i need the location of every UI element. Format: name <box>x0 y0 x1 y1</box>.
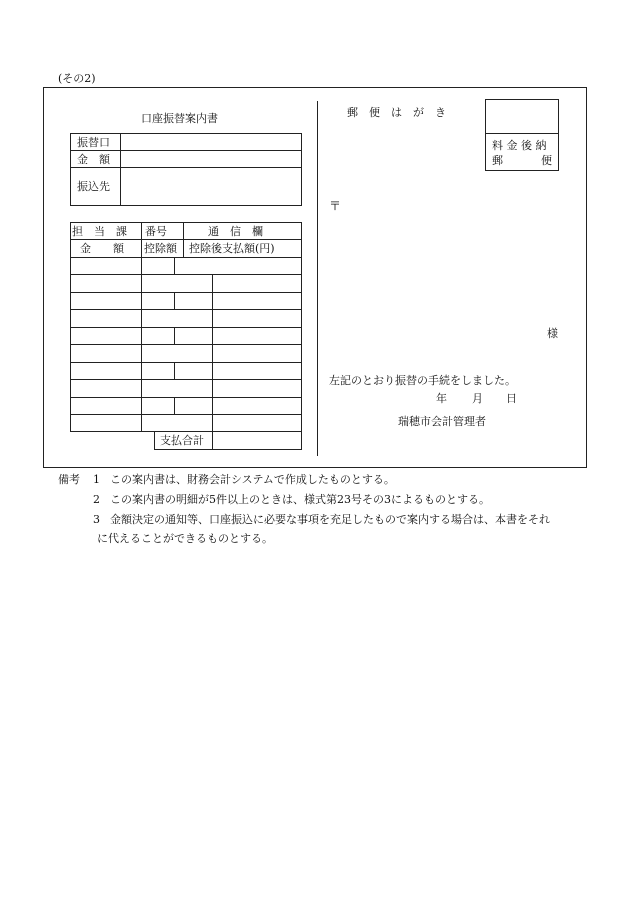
account-label: 振替口 <box>77 136 110 149</box>
postage-rule <box>485 133 559 134</box>
note-2-number: 2 <box>93 493 100 506</box>
center-divider <box>317 101 318 456</box>
table-rule <box>212 274 213 432</box>
transfer-to-label: 振込先 <box>77 180 110 193</box>
table-rule <box>174 397 175 414</box>
sender-name: 瑞穂市会計管理者 <box>398 415 486 428</box>
comm-header: 通 信 欄 <box>208 225 263 238</box>
postcard-title: 郵 便 は が き <box>347 106 446 119</box>
amount-header: 金 額 <box>80 242 124 255</box>
postage-line2-right: 便 <box>541 154 552 167</box>
table-rule <box>70 274 302 275</box>
note-1-text: この案内書は、財務会計システムで作成したものとする。 <box>110 473 395 486</box>
dept-header: 担 当 課 <box>72 225 127 238</box>
note-2-text: この案内書の明細が5件以上のときは、様式第23号その3によるものとする。 <box>110 493 490 506</box>
table-rule <box>70 362 302 363</box>
note-1-number: 1 <box>93 473 100 486</box>
table-rule <box>174 362 175 379</box>
date-day: 日 <box>506 392 517 405</box>
table-rule <box>70 239 302 240</box>
table-rule <box>70 379 302 380</box>
table-rule <box>174 292 175 309</box>
note-3-continuation: に代えることができるものとする。 <box>97 532 273 545</box>
account-field[interactable] <box>121 134 301 150</box>
postal-code-field[interactable] <box>345 200 465 216</box>
total-label: 支払合計 <box>160 434 204 447</box>
postal-mark-icon: 〒 <box>329 199 342 213</box>
postage-line1: 料 金 後 納 <box>492 139 547 152</box>
notes-heading: 備考 <box>58 473 80 486</box>
table-rule <box>70 414 302 415</box>
transfer-to-field[interactable] <box>121 168 301 205</box>
table-rule <box>183 239 184 257</box>
notice-message: 左記のとおり振替の手続をしました。 <box>329 374 516 387</box>
note-3-text: 金額決定の通知等、口座振込に必要な事項を充足したもので案内する場合は、本書をそれ <box>110 513 550 526</box>
table-rule <box>174 257 175 274</box>
honorific: 様 <box>547 327 558 340</box>
number-header: 番号 <box>145 225 167 238</box>
table-rule <box>183 222 184 240</box>
after-deduction-header: 控除後支払額(円) <box>189 242 275 255</box>
deduction-header: 控除額 <box>144 242 177 255</box>
form-number-label: (その2) <box>58 72 96 85</box>
date-year: 年 <box>436 392 447 405</box>
table-rule <box>70 327 302 328</box>
table-rule <box>70 397 302 398</box>
form-title: 口座振替案内書 <box>141 112 218 125</box>
date-month: 月 <box>472 392 483 405</box>
note-3-number: 3 <box>93 513 100 526</box>
table-rule <box>174 327 175 344</box>
table-rule <box>70 292 302 293</box>
postage-line2-left: 郵 <box>492 154 503 167</box>
table-rule <box>70 257 302 258</box>
table-rule <box>70 344 302 345</box>
amount-label: 金 額 <box>77 153 110 166</box>
total-field[interactable] <box>213 432 301 449</box>
table-rule <box>70 309 302 310</box>
amount-field[interactable] <box>121 151 301 167</box>
